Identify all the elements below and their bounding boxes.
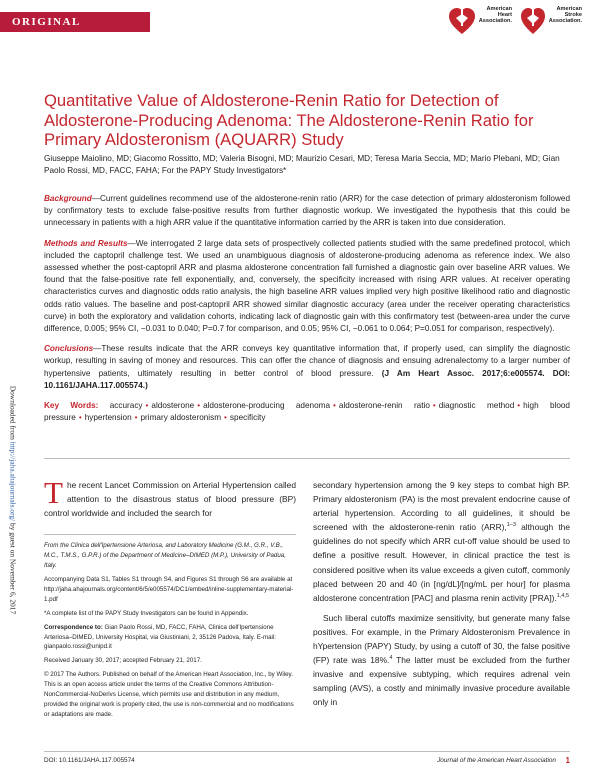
keyword-separator: • — [134, 413, 138, 423]
abstract-background-text: —Current guidelines recommend use of the aldosterone-renin ratio (ARR) for the case detection of primary aldosteronism followed by confirmatory tests to exclude false-positive results from further diagnostic workup. We investigated the hypothesis that this could be unnecessary in patients with a high ARR value if the quantitative information carried by the ARR is taken into due consideration. — [44, 194, 570, 228]
footnotes — [44, 541, 296, 720]
affiliation-note: From the Clinica dell'Ipertensione Arteriosa, and Laboratory Medicine (G.M., G.R., V.B., M.C., T.M.S., G.P.R.) of the Department of Medicine–DIMED (M.P.), University of Padua, Italy. — [44, 542, 286, 570]
keyword-separator: • — [333, 401, 336, 411]
body-paragraph — [313, 478, 570, 605]
abstract-background-head: Background — [44, 194, 92, 203]
abstract-methods — [44, 238, 570, 336]
body-text: The latter must be excluded from the further invasive and expensive subtyping, which requires adrenal vein sampling (AVS), a costly and minimally invasive procedure available only in — [313, 655, 570, 708]
keyword-item: aldosterone-producing adenoma — [203, 401, 331, 411]
footer-journal: Journal of the American Heart Association — [437, 757, 556, 764]
footnote-divider — [44, 534, 296, 535]
abstract-methods-text: —We interrogated 2 large data sets of prospectively collected patients studied with the same predefined protocol, which included the captopril challenge test. We used an unambiguous diagnosis of aldosterone-producing adenoma as reference index. We also assessed whether the post-captopril ARR and plasma aldosterone concentration fall furnished a diagnostic gain over baseline ARR values. We found that the false-positive rate fell exponentially, and, conversely, the specificity increased with rising ARR values. At receiver operating characteristics curves and diagnostic odds ratio analysis, the high baseline ARR values implied very high positive likelihood ratio and diagnostic odds ratio values. The baseline and post-captopril ARR showed similar diagnostic accuracy (area under the receiver operating characteristics curve) in both the exploratory and validation cohorts, indicating lack of diagnostic gain with this confirmatory test (between-area under the curve difference, 0.005; 95% CI, −0.031 to 0.040; P=0.7 for comparison, and 0.05; 95% CI, −0.061 to 0.064; P=0.051 for comparison, respectively). — [44, 238, 570, 334]
abstract-conclusions-text: —These results indicate that the ARR conveys key quantitative information that, if properly used, can simplify the diagnostic workup, resulting in saving of money and resources. This can offer the chance of diagnosis and ensuing adrenalectomy to a larger number of hypertensive patients, ultimately resulting in better control of blood pressure. — [44, 344, 570, 378]
asa-logo — [520, 6, 582, 36]
correspondence-note — [44, 623, 296, 653]
publisher-logos — [448, 6, 582, 36]
abstract — [44, 193, 570, 432]
intro-paragraph — [44, 475, 296, 520]
keyword-separator: • — [145, 401, 149, 411]
asa-logo-text: American Stroke Association. — [548, 6, 582, 24]
article-type-banner: ORIGINAL RESEARCH — [0, 12, 150, 32]
download-stamp-text — [9, 386, 18, 614]
asa-heart-torch-icon — [520, 6, 546, 36]
aha-logo — [448, 6, 512, 36]
body-text: although the guidelines do not specify which ARR cut-off value should be used to define a positive result. However, in clinical practice the test is considered positive when its value exceeds a given cutoff, commonly placed between 20 and 40 (in [ng/dL]/[ng/mL per hour] for plasma aldosterone concentration [PAC] and plasma renin activity [PRA]). — [313, 522, 570, 603]
body-text: secondary hypertension among the 9 key steps to combat high BP. Primary aldosteronism (PA) is the most prevalent endocrine cause of arterial hypertension. According to all guidelines, it should be screened with the aldosterone-renin ratio (ARR), — [313, 480, 570, 533]
right-column — [313, 478, 570, 716]
aha-logo-text: American Heart Association. — [478, 6, 512, 24]
supplement-note: Accompanying Data S1, Tables S1 through S4, and Figures S1 through S6 are available at http://jaha.ahajournals.org/content/6/5/e005574/DC1/embed/inline-supplementary-material-1.pdf — [44, 576, 294, 603]
keyword-item: aldosterone-renin ratio — [338, 401, 430, 411]
keyword-item: aldosterone — [151, 401, 195, 411]
correspondence-text: Gian Paolo Rossi, MD, FACC, FAHA, Clinica dell'Ipertensione Arteriosa–DIMED, University Hospital, via Giustiniani, 2, 35126 Padova, Italy. E-mail: gianpaolo.rossi@unipd.it — [44, 623, 277, 651]
body-text: Such liberal cutoffs maximize sensitivity, but generate many false positives. For example, in the Primary Aldosteronism Prevalence in hYpertension (PAPY) Study, by using a cutoff of 30, the false positive (FP) rate was 18%. — [313, 612, 570, 666]
received-note: Received January 30, 2017; accepted February 21, 2017. — [44, 657, 202, 665]
article-citation: (J Am Heart Assoc. 2017;6:e005574. DOI: 10.1161/JAHA.117.005574.) — [44, 368, 571, 390]
left-column — [44, 475, 296, 724]
download-stamp — [6, 0, 20, 776]
keyword-item: high blood pressure — [44, 401, 570, 423]
drop-cap: T — [44, 475, 63, 510]
keywords-head: Key Words: — [44, 401, 99, 411]
investigators-note: *A complete list of the PAPY Study Investigators can be found in Appendix. — [44, 609, 249, 617]
intro-text: he recent Lancet Commission on Arterial Hypertension called attention to the disastrous status of blood pressure (BP) control worldwide and included the search for — [44, 480, 296, 519]
abstract-divider — [44, 458, 570, 459]
download-stamp-link[interactable]: http://jaha.ahajournals.org/ — [8, 441, 18, 522]
copyright-note: © 2017 The Authors. Published on behalf of the American Heart Association, Inc., by Wiley. This is an open access article under the terms of the Creative Commons Attribution-NonCommercial-NoDerivs License, which permits use and distribution in any medium, provided the original work is properly cited, the use is non-commercial and no modifications or adaptations are made. — [44, 671, 294, 718]
keyword-separator: • — [432, 401, 436, 411]
correspondence-head: Correspondence to: — [44, 623, 103, 631]
body-paragraph — [313, 611, 570, 710]
keyword-separator: • — [224, 413, 227, 423]
citation-sup: 1–3 — [506, 522, 516, 529]
keyword-separator: • — [517, 401, 521, 411]
footer-doi: DOI: 10.1161/JAHA.117.005574 — [44, 757, 135, 764]
page-header — [0, 0, 600, 48]
keyword-item: diagnostic method — [438, 401, 515, 411]
abstract-conclusions — [44, 343, 570, 392]
keyword-item: hypertension — [84, 413, 132, 423]
download-stamp-suffix: by guest on November 6, 2017 — [8, 521, 18, 615]
keyword-item: primary aldosteronism — [140, 413, 222, 423]
author-list: Giuseppe Maiolino, MD; Giacomo Rossitto, MD; Valeria Bisogni, MD; Maurizio Cesari, MD; Teresa Maria Seccia, MD; Mario Plebani, MD; Gian Paolo Rossi, MD, FACC, FAHA; For the PAPY Study Investigators* — [44, 154, 560, 175]
keyword-separator: • — [197, 401, 201, 411]
download-stamp-prefix: Downloaded from — [8, 385, 18, 442]
keywords — [44, 400, 570, 424]
article-title: Quantitative Value of Aldosterone-Renin Ratio for Detection of Aldosterone-Producing Adenoma: The Aldosterone-Renin Ratio for Primary Aldosteronism (AQUARR) Study — [44, 91, 534, 150]
keyword-separator: • — [78, 413, 82, 423]
abstract-methods-head: Methods and Results — [44, 238, 128, 248]
citation-sup: 1,4,5 — [556, 592, 570, 599]
citation-sup: 4 — [389, 655, 393, 662]
keyword-item: specificity — [229, 413, 266, 423]
abstract-background — [44, 193, 570, 230]
aha-heart-torch-icon — [448, 6, 476, 36]
footer-divider — [44, 751, 570, 752]
abstract-conclusions-head: Conclusions — [44, 344, 94, 354]
keyword-item: accuracy — [109, 401, 143, 411]
page-number: 1 — [565, 756, 570, 765]
